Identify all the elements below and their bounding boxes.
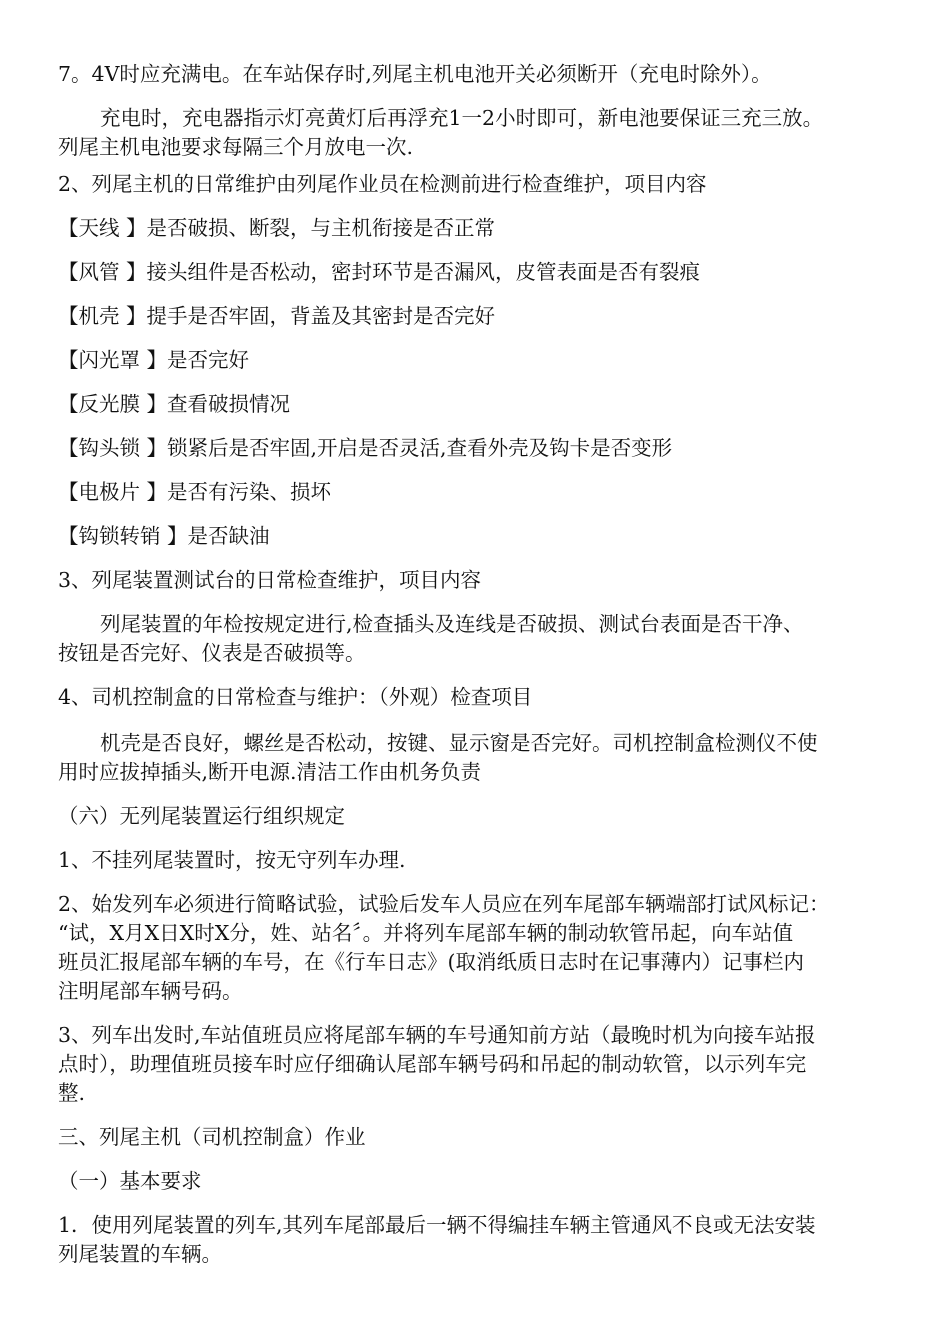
heading-test-bench: 3、列尾装置测试台的日常检查维护，项目内容 [58,568,482,592]
heading-tail-host-maintenance: 2、列尾主机的日常维护由列尾作业员在检测前进行检查维护，项目内容 [58,172,707,196]
item-antenna [58,214,894,243]
item-casing [58,302,894,331]
item-tag: 【闪光罩 】 [58,348,168,372]
item-text: 是否有污染、损坏 [167,480,332,504]
item-tag: 【天线 】 [58,216,147,240]
paragraph-charging-line1: 充电时，充电器指示灯亮黄灯后再浮充1一2小时即可，新电池要保证三充三放。 [100,106,824,130]
paragraph-rule-3-line2: 点时），助理值班员接车时应仔细确认尾部车辆号码和吊起的制动软管，以示列车完 [58,1052,807,1076]
item-text: 锁紧后是否牢固,开启是否灵活,查看外壳及钩卡是否变形 [167,436,673,460]
paragraph-rule-3-line3: 整. [58,1081,86,1105]
heading-section-six: （六）无列尾装置运行组织规定 [58,804,345,828]
item-text: 是否缺油 [187,524,270,548]
paragraph-rule-2-line4: 注明尾部车辆号码。 [58,979,243,1003]
paragraph-battery-charge: 7。4V时应充满电。在车站保存时,列尾主机电池开关必须断开（充电时除外）。 [58,62,772,86]
item-electrode [58,478,894,507]
item-text: 是否破损、断裂，与主机衔接是否正常 [146,216,496,240]
paragraph-charging-line2: 列尾主机电池要求每隔三个月放电一次. [58,135,414,159]
item-lock-pin [58,522,894,551]
item-tag: 【反光膜 】 [58,392,168,416]
paragraph-control-box-line2: 用时应拔掉插头,断开电源.清洁工作由机务负责 [58,760,482,784]
paragraph-requirement-1-line1: 1．使用列尾装置的列车,其列车尾部最后一辆不得编挂车辆主管通风不良或无法安装 [58,1213,816,1237]
item-text: 接头组件是否松动，密封环节是否漏风，皮管表面是否有裂痕 [146,260,701,284]
item-text: 查看破损情况 [167,392,291,416]
item-text: 是否完好 [167,348,250,372]
item-hook-lock [58,434,894,463]
item-flash-cover [58,346,894,375]
heading-section-three: 三、列尾主机（司机控制盒）作业 [58,1125,366,1149]
heading-driver-control-box: 4、司机控制盒的日常检查与维护：（外观）检查项目 [58,685,533,709]
paragraph-rule-2-line3: 班员汇报尾部车辆的车号，在《行车日志》(取消纸质日志时在记事薄内）记事栏内 [58,950,804,974]
paragraph-requirement-1-line2: 列尾装置的车辆。 [58,1242,222,1266]
paragraph-rule-1: 1、不挂列尾装置时，按无守列车办理. [58,848,406,872]
paragraph-rule-2-line2: “试，X月X日X时X分，姓、站名〞。并将列车尾部车辆的制动软管吊起，向车站值 [58,921,794,945]
item-tag: 【风管 】 [58,260,147,284]
heading-basic-requirements: （一）基本要求 [58,1169,202,1193]
item-tag: 【钩头锁 】 [58,436,168,460]
item-tag: 【钩锁转销 】 [58,524,188,548]
item-air-hose [58,258,894,287]
paragraph-rule-3-line1: 3、列车出发时,车站值班员应将尾部车辆的车号通知前方站（最晚时机为向接车站报 [58,1023,816,1047]
item-text: 提手是否牢固，背盖及其密封是否完好 [146,304,496,328]
paragraph-test-bench-line2: 按钮是否完好、仪表是否破损等。 [58,641,366,665]
item-reflective-film [58,390,894,419]
paragraph-control-box-line1: 机壳是否良好，螺丝是否松动，按键、显示窗是否完好。司机控制盒检测仪不使 [100,731,818,755]
paragraph-test-bench-line1: 列尾装置的年检按规定进行,检查插头及连线是否破损、测试台表面是否干净、 [100,612,804,636]
item-tag: 【机壳 】 [58,304,147,328]
paragraph-rule-2-line1: 2、始发列车必须进行简略试验，试验后发车人员应在列车尾部车辆端部打试风标记： [58,892,830,916]
item-tag: 【电极片 】 [58,480,168,504]
